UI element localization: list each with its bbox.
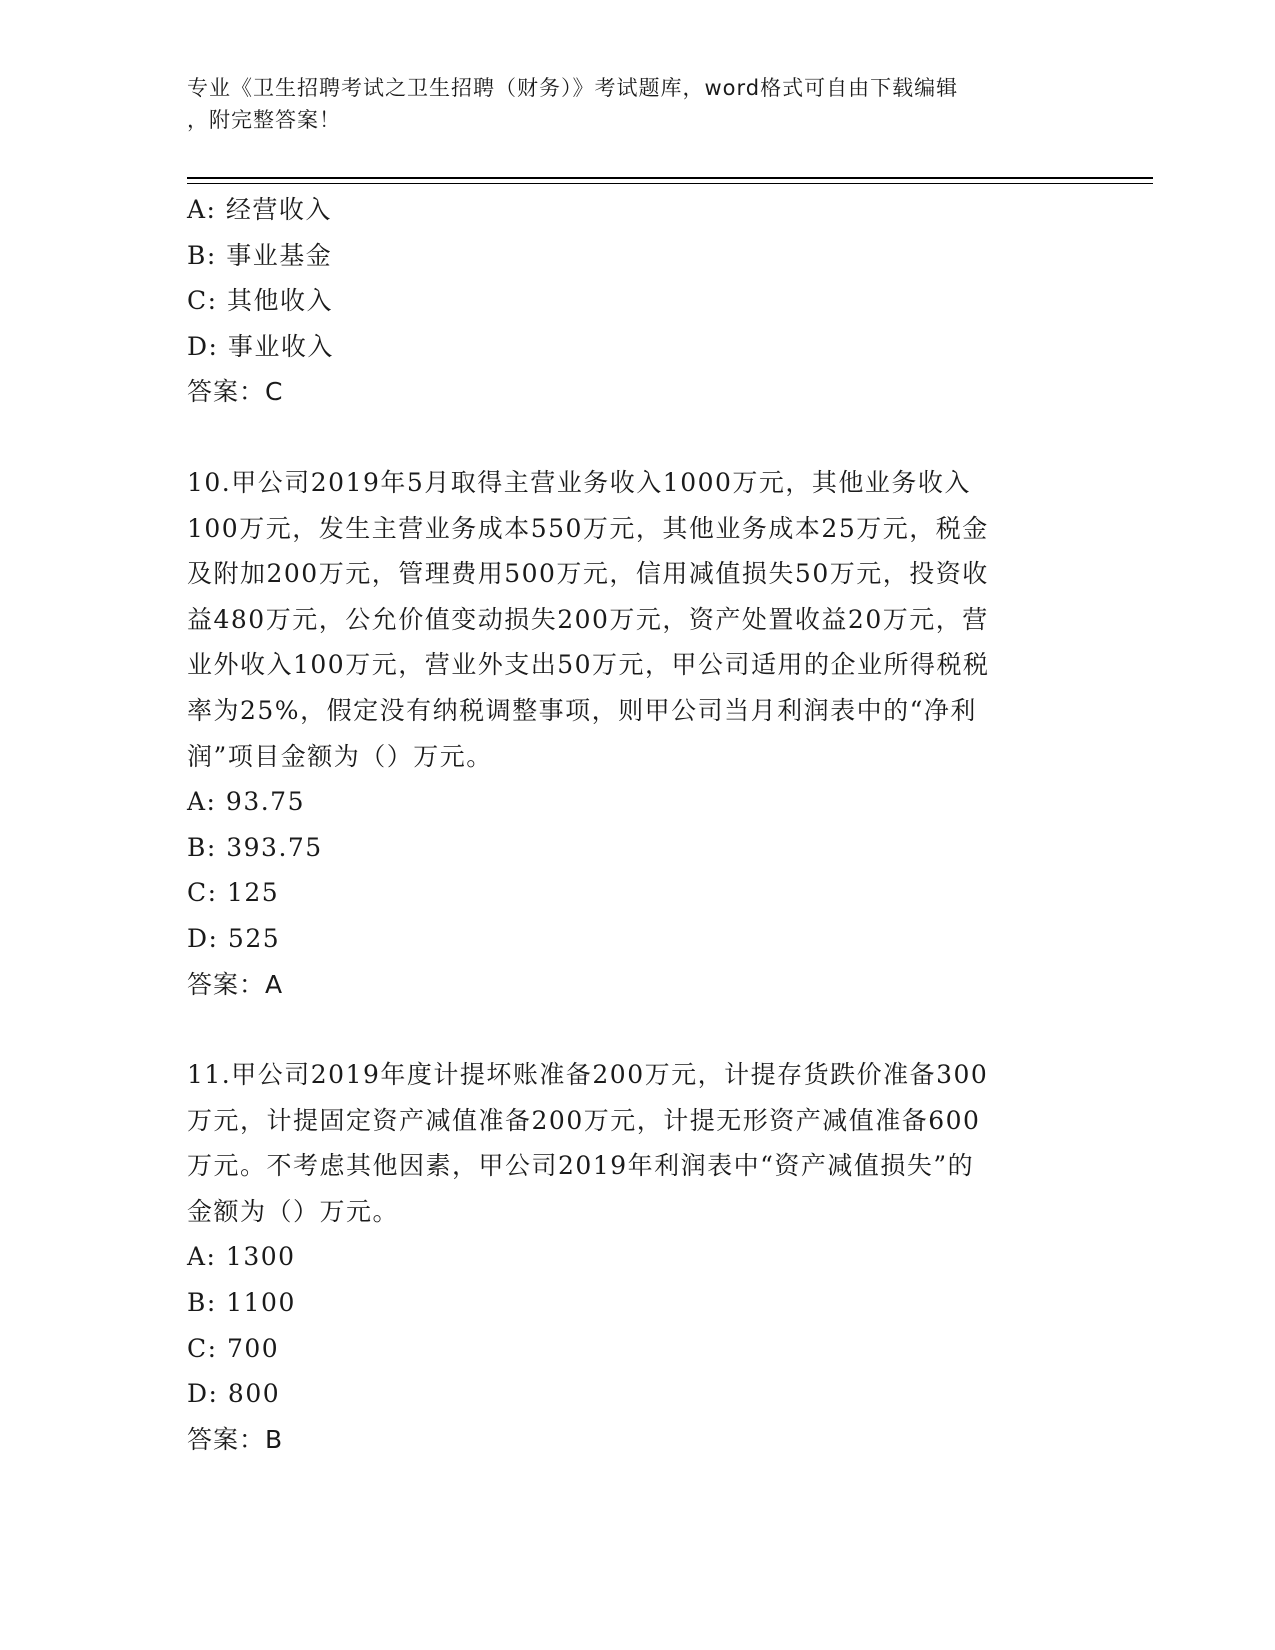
question-stem-line: 万元。不考虑其他因素，甲公司2019年利润表中“资产减值损失”的 (187, 1151, 975, 1181)
question-11 (187, 1052, 1087, 1462)
option-c: C: 125 (187, 878, 280, 908)
option-b: B: 1100 (187, 1288, 296, 1318)
option-a: A: 经营收入 (187, 195, 332, 224)
question-stem-line: 率为25%，假定没有纳税调整事项，则甲公司当月利润表中的“净利 (187, 695, 977, 725)
question-stem-line: 金额为（）万元。 (187, 1196, 400, 1226)
question-stem-line: 万元，计提固定资产减值准备200万元，计提无形资产减值准备600 (187, 1105, 981, 1135)
question-stem-line: 业外收入100万元，营业外支出50万元，甲公司适用的企业所得税税 (187, 650, 990, 680)
question-stem-line: 11.甲公司2019年度计提坏账准备200万元，计提存货跌价准备300 (187, 1060, 989, 1090)
option-d: D: 事业收入 (187, 331, 334, 361)
header-divider-thin (187, 183, 1153, 184)
question-10 (187, 460, 1087, 1007)
header-line-1: 专业《卫生招聘考试之卫生招聘（财务）》考试题库，word格式可自由下载编辑 (187, 76, 959, 100)
option-a: A: 1300 (187, 1242, 296, 1272)
document-body (187, 187, 1087, 1462)
option-c: C: 其他收入 (187, 286, 333, 316)
answer-label: 答案：B (187, 1424, 284, 1454)
question-9-options (187, 187, 1087, 415)
option-a: A: 93.75 (187, 787, 305, 817)
option-d: D: 525 (187, 923, 281, 953)
question-stem-line: 100万元，发生主营业务成本550万元，其他业务成本25万元，税金 (187, 513, 989, 543)
question-stem-line: 润”项目金额为（）万元。 (187, 741, 493, 771)
option-c: C: 700 (187, 1333, 280, 1363)
question-stem-line: 益480万元，公允价值变动损失200万元，资产处置收益20万元，营 (187, 604, 989, 634)
header-line-2: ，附完整答案！ (187, 108, 341, 132)
header-divider-thick (187, 177, 1153, 179)
question-stem-line: 10.甲公司2019年5月取得主营业务收入1000万元，其他业务收入 (187, 467, 971, 497)
option-b: B: 事业基金 (187, 240, 333, 270)
answer-label: 答案：C (187, 377, 284, 407)
option-b: B: 393.75 (187, 832, 323, 862)
answer-label: 答案：A (187, 969, 284, 999)
option-d: D: 800 (187, 1379, 281, 1409)
question-stem-line: 及附加200万元，管理费用500万元，信用减值损失50万元，投资收 (187, 559, 989, 589)
document-header (187, 72, 1067, 136)
